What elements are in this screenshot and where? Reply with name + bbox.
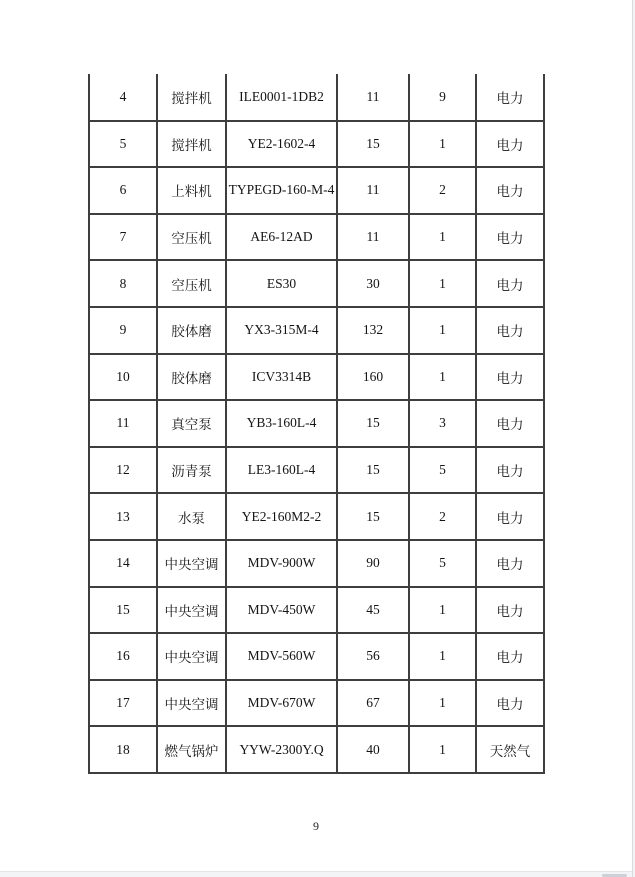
table-cell: 16: [89, 633, 157, 680]
table-cell: 15: [337, 121, 409, 168]
table-cell: 空压机: [157, 260, 226, 307]
table-row: [89, 447, 544, 494]
table-cell: 9: [409, 74, 476, 121]
table-cell: 中央空调: [157, 680, 226, 727]
table-cell: 7: [89, 214, 157, 261]
horizontal-scrollbar-track[interactable]: [0, 871, 632, 877]
table-cell: YYW-2300Y.Q: [226, 726, 337, 773]
table-cell: 90: [337, 540, 409, 587]
table-cell: 水泵: [157, 493, 226, 540]
table-cell: 30: [337, 260, 409, 307]
table-cell: 132: [337, 307, 409, 354]
table-cell: 67: [337, 680, 409, 727]
table-cell: 电力: [476, 587, 544, 634]
table-cell: MDV-670W: [226, 680, 337, 727]
table-cell: 13: [89, 493, 157, 540]
table-cell: 160: [337, 354, 409, 401]
table-cell: 空压机: [157, 214, 226, 261]
table-cell: 搅拌机: [157, 121, 226, 168]
table-cell: 1: [409, 260, 476, 307]
table-cell: 1: [409, 633, 476, 680]
table-cell: MDV-450W: [226, 587, 337, 634]
table-cell: 2: [409, 493, 476, 540]
table-cell: 1: [409, 121, 476, 168]
table-cell: YE2-160M2-2: [226, 493, 337, 540]
table-row: [89, 167, 544, 214]
table-cell: 11: [337, 74, 409, 121]
table-cell: AE6-12AD: [226, 214, 337, 261]
table-cell: 沥青泵: [157, 447, 226, 494]
table-cell: MDV-560W: [226, 633, 337, 680]
table-cell: 电力: [476, 260, 544, 307]
table-row: [89, 354, 544, 401]
table-cell: 电力: [476, 121, 544, 168]
table-cell: 中央空调: [157, 633, 226, 680]
table-cell: 8: [89, 260, 157, 307]
table-row: [89, 540, 544, 587]
table-row: [89, 260, 544, 307]
table-cell: YE2-1602-4: [226, 121, 337, 168]
table-cell: 1: [409, 354, 476, 401]
table-cell: 9: [89, 307, 157, 354]
table-row: [89, 680, 544, 727]
table-cell: ES30: [226, 260, 337, 307]
table-cell: 燃气锅炉: [157, 726, 226, 773]
table-cell: 12: [89, 447, 157, 494]
table-cell: 17: [89, 680, 157, 727]
table-cell: 45: [337, 587, 409, 634]
table-cell: 电力: [476, 680, 544, 727]
table-cell: 电力: [476, 74, 544, 121]
table-cell: 电力: [476, 354, 544, 401]
table-cell: 中央空调: [157, 540, 226, 587]
table-cell: 电力: [476, 493, 544, 540]
table-row: [89, 307, 544, 354]
table-row: [89, 121, 544, 168]
table-cell: 胶体磨: [157, 307, 226, 354]
table-cell: 11: [337, 214, 409, 261]
table-cell: 56: [337, 633, 409, 680]
table-cell: TYPEGD-160-M-4: [226, 167, 337, 214]
table-cell: YX3-315M-4: [226, 307, 337, 354]
table-cell: 15: [337, 447, 409, 494]
table-cell: 胶体磨: [157, 354, 226, 401]
table-cell: 电力: [476, 307, 544, 354]
equipment-table: [88, 74, 545, 774]
table-cell: 11: [89, 400, 157, 447]
table-cell: 2: [409, 167, 476, 214]
table-cell: MDV-900W: [226, 540, 337, 587]
table-cell: 3: [409, 400, 476, 447]
table-cell: ICV3314B: [226, 354, 337, 401]
table-cell: ILE0001-1DB2: [226, 74, 337, 121]
table-cell: 搅拌机: [157, 74, 226, 121]
table-cell: 真空泵: [157, 400, 226, 447]
table-cell: 电力: [476, 447, 544, 494]
table-cell: YB3-160L-4: [226, 400, 337, 447]
table-cell: 15: [89, 587, 157, 634]
table-cell: 5: [89, 121, 157, 168]
table-cell: LE3-160L-4: [226, 447, 337, 494]
table-row: [89, 493, 544, 540]
table-row: [89, 400, 544, 447]
table-cell: 5: [409, 447, 476, 494]
table-cell: 电力: [476, 633, 544, 680]
table-cell: 电力: [476, 214, 544, 261]
table-cell: 1: [409, 307, 476, 354]
table-cell: 电力: [476, 540, 544, 587]
table-cell: 1: [409, 214, 476, 261]
table-cell: 4: [89, 74, 157, 121]
table-row: [89, 74, 544, 121]
table-cell: 10: [89, 354, 157, 401]
table-row: [89, 587, 544, 634]
table-cell: 15: [337, 493, 409, 540]
table-cell: 15: [337, 400, 409, 447]
table-cell: 中央空调: [157, 587, 226, 634]
table-cell: 18: [89, 726, 157, 773]
table-cell: 1: [409, 680, 476, 727]
table-cell: 1: [409, 726, 476, 773]
table-cell: 天然气: [476, 726, 544, 773]
table-cell: 14: [89, 540, 157, 587]
table-cell: 电力: [476, 400, 544, 447]
table-cell: 11: [337, 167, 409, 214]
page-number: 9: [313, 819, 319, 833]
table-cell: 电力: [476, 167, 544, 214]
table-row: [89, 726, 544, 773]
table-cell: 1: [409, 587, 476, 634]
table-row: [89, 633, 544, 680]
table-cell: 上料机: [157, 167, 226, 214]
table-row: [89, 214, 544, 261]
table-cell: 40: [337, 726, 409, 773]
table-cell: 5: [409, 540, 476, 587]
equipment-table-body: [89, 74, 544, 773]
table-cell: 6: [89, 167, 157, 214]
